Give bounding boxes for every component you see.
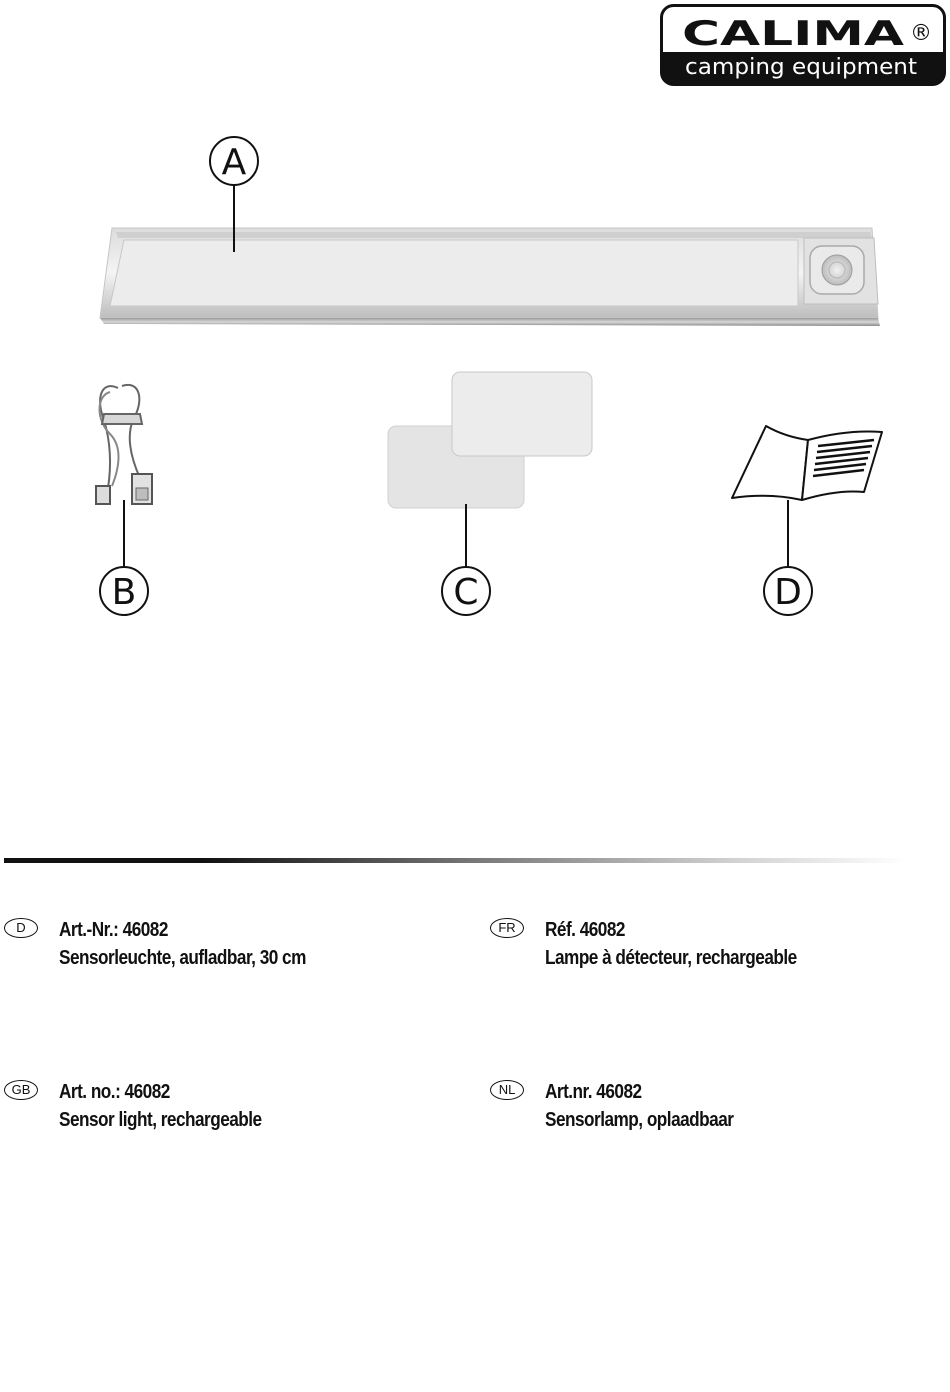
parts-figure: [0, 130, 950, 630]
label-b: B: [111, 572, 137, 613]
brand-logo: [660, 4, 946, 86]
article-number-nl: Art.nr. 46082: [545, 1081, 642, 1103]
label-a: A: [221, 142, 247, 183]
logo-brand-text: CALIMA: [682, 14, 906, 54]
product-name-de: Sensorleuchte, aufladbar, 30 cm: [59, 947, 306, 969]
article-number-de: Art.-Nr.: 46082: [59, 919, 168, 941]
adhesive-pads-icon: [388, 372, 592, 508]
lang-badge-de: D: [4, 918, 38, 938]
article-number-gb: Art. no.: 46082: [59, 1081, 170, 1103]
label-c: C: [453, 572, 479, 613]
label-d: D: [774, 572, 802, 613]
lang-badge-fr: FR: [490, 918, 524, 938]
section-divider: [4, 858, 906, 863]
product-name-nl: Sensorlamp, oplaadbaar: [545, 1109, 734, 1131]
article-number-fr: Réf. 46082: [545, 919, 625, 941]
sensor-light-bar-icon: [100, 228, 880, 326]
usb-cable-icon: [96, 385, 152, 504]
logo-registered-mark: ®: [910, 21, 932, 46]
lang-badge-gb: GB: [4, 1080, 38, 1100]
manual-booklet-icon: [732, 426, 882, 500]
lang-badge-nl: NL: [490, 1080, 524, 1100]
logo-tagline: camping equipment: [685, 55, 918, 80]
product-name-gb: Sensor light, rechargeable: [59, 1109, 262, 1131]
product-name-fr: Lampe à détecteur, rechargeable: [545, 947, 797, 969]
